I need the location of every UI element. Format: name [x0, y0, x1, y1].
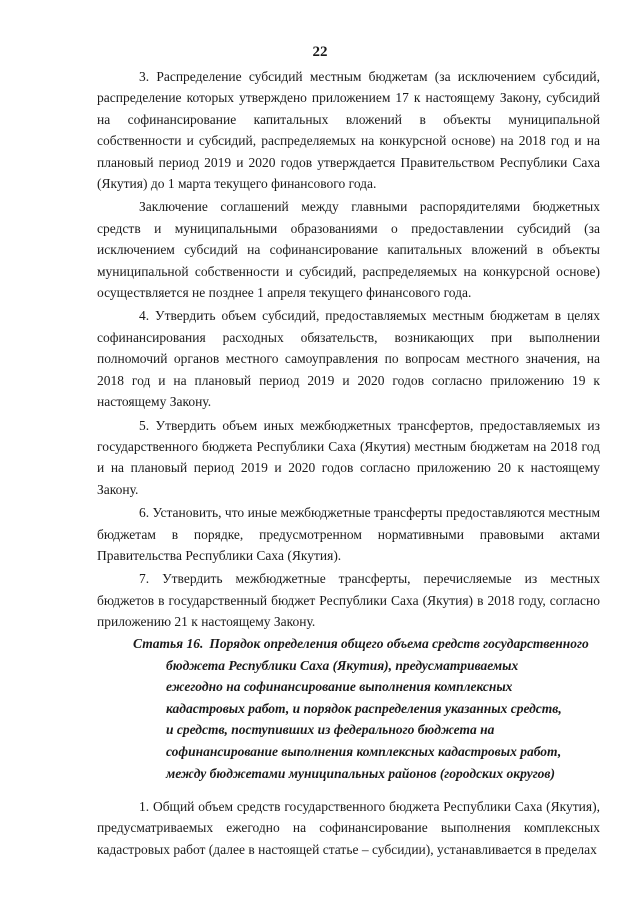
- article-paragraph-1: 1. Общий объем средств государственного бюджета Республики Саха (Якутия), предусматриваемых ежегодно на софинансирование выполнения комплексных кадастровых работ (далее в настоящей статье – субсидии), устанавливается в пределах: [97, 799, 600, 857]
- article-body: [97, 796, 600, 862]
- paragraph-7: 7. Утвердить межбюджетные трансферты, перечисляемые из местных бюджетов в государственный бюджет Республики Саха (Якутия) в 2018 году, согласно приложению 21 к настоящему Закону.: [97, 571, 600, 630]
- article-title-line-6: софинансирование выполнения комплексных кадастровых работ,: [166, 743, 562, 759]
- article-title-line-3: ежегодно на софинансирование выполнения комплексных: [166, 679, 513, 695]
- article-title-line-4: кадастровых работ, и порядок распределения указанных средств,: [166, 700, 562, 716]
- paragraph-6: 6. Установить, что иные межбюджетные трансферты предоставляются местным бюджетам в порядке, предусмотренном нормативными правовыми актами Правительства Республики Саха (Якутия).: [97, 505, 600, 563]
- article-heading: [97, 633, 600, 784]
- article-title-line-5: и средств, поступивших из федерального бюджета на: [166, 722, 495, 738]
- page-number: 22: [312, 44, 328, 60]
- article-title-line-7: между бюджетами муниципальных районов (городских округов): [166, 765, 555, 781]
- paragraph-5: 5. Утвердить объем иных межбюджетных трансфертов, предоставляемых из государственного бюджета Республики Саха (Якутия) местным бюджетам на 2018 год и на плановый период 2019 и 2020 годов согласно приложению 20 к настоящему Закону.: [97, 417, 600, 497]
- body-text: [97, 66, 600, 635]
- article-title-line-1: Порядок определения общего объема средств государственного: [209, 636, 589, 651]
- paragraph-4: 4. Утвердить объем субсидий, предоставляемых местным бюджетам в целях софинансирования расходных обязательств, возникающих при выполнении полномочий органов местного самоуправления по вопросам местного значения, на 2018 год и на плановый период 2019 и 2020 годов согласно приложению 19 к настоящему Закону.: [97, 308, 600, 410]
- paragraph-3-continued: Заключение соглашений между главными распорядителями бюджетных средств и муниципальными образованиями о предоставлении субсидий (за исключением субсидий на софинансирование капитальных вложений в объекты муниципальной собственности и субсидий, распределяемых на конкурсной основе) осуществляется не позднее 1 апреля текущего финансового года.: [97, 199, 600, 301]
- article-title-line-2: бюджета Республики Саха (Якутия), предусматриваемых: [166, 657, 519, 673]
- article-label: Статья 16.: [133, 636, 204, 651]
- paragraph-3: 3. Распределение субсидий местным бюджетам (за исключением субсидий, распределение которых утверждено приложением 17 к настоящему Закону, субсидий на софинансирование капитальных вложений в объекты муниципальной собственности и субсидий, распределяемых на конкурсной основе) на 2018 год и на плановый период 2019 и 2020 годов утверждается Правительством Республики Саха (Якутия) до 1 марта текущего финансового года.: [97, 69, 600, 192]
